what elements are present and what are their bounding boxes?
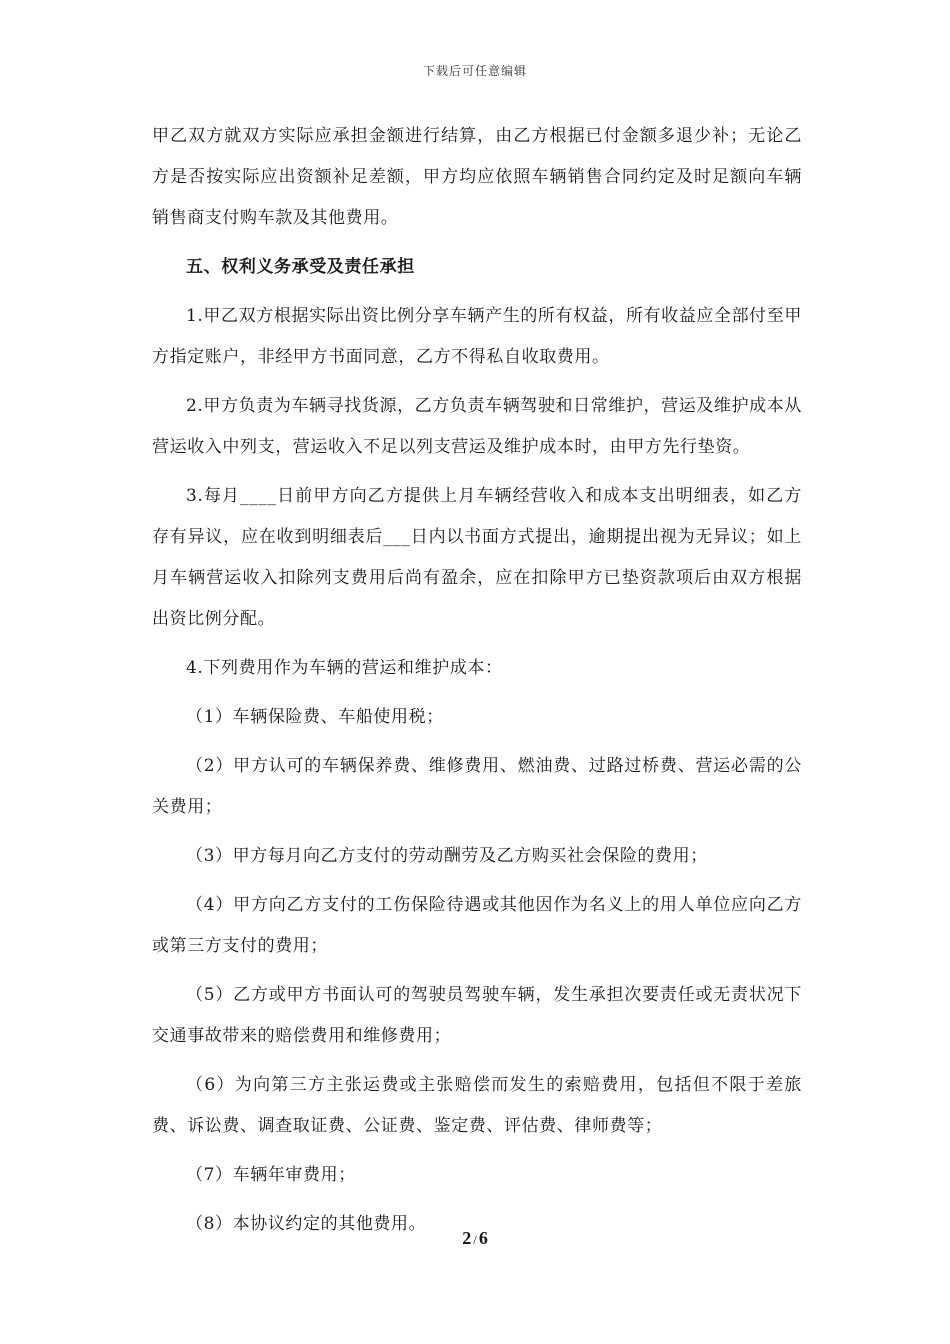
clause-3: 3.每月____日前甲方向乙方提供上月车辆经营收入和成本支出明细表，如乙方存有异议，应在收到明细表后___日内以书面方式提出，逾期提出视为无异议；如上月车辆营运收入扣除列支费用后尚有盈余，应在扣除甲方已垫资款项后由双方根据出资比例分配。 <box>152 486 802 629</box>
total-pages: 6 <box>478 1228 488 1248</box>
cost-item-8: （8）本协议约定的其他费用。 <box>186 1214 427 1234</box>
clause-2: 2.甲方负责为车辆寻找货源，乙方负责车辆驾驶和日常维护，营运及维护成本从营运收入中列支，营运收入不足以列支营运及维护成本时，由甲方先行垫资。 <box>152 396 802 457</box>
cost-item-5: （5）乙方或甲方书面认可的驾驶员驾驶车辆，发生承担次要责任或无责状况下交通事故带来的赔偿费用和维修费用； <box>152 985 802 1046</box>
cost-item-4: （4）甲方向乙方支付的工伤保险待遇或其他因作为名义上的用人单位应向乙方或第三方支付的费用； <box>152 895 802 956</box>
page-separator: / <box>473 1232 477 1247</box>
page-header: 下载后可任意编辑 <box>422 64 527 78</box>
clause-4: 4.下列费用作为车辆的营运和维护成本： <box>186 658 503 678</box>
current-page: 2 <box>462 1228 472 1248</box>
section-heading: 五、权利义务承受及责任承担 <box>186 257 415 277</box>
cost-item-3: （3）甲方每月向乙方支付的劳动酬劳及乙方购买社会保险的费用； <box>186 846 708 866</box>
document-body <box>152 116 802 1253</box>
paragraph-settlement: 甲乙双方就双方实际应承担金额进行结算，由乙方根据已付金额多退少补；无论乙方是否按实际应出资额补足差额，甲方均应依照车辆销售合同约定及时足额向车辆销售商支付购车款及其他费用。 <box>152 126 802 228</box>
clause-1: 1.甲乙双方根据实际出资比例分享车辆产生的所有权益，所有收益应全部付至甲方指定账户，非经甲方书面同意，乙方不得私自收取费用。 <box>152 306 802 367</box>
page-number <box>0 1228 950 1249</box>
cost-item-2: （2）甲方认可的车辆保养费、维修费用、燃油费、过路过桥费、营运必需的公关费用； <box>152 756 802 817</box>
cost-item-7: （7）车辆年审费用； <box>186 1165 356 1185</box>
cost-item-1: （1）车辆保险费、车船使用税； <box>186 707 444 727</box>
cost-item-6: （6）为向第三方主张运费或主张赔偿而发生的索赔费用，包括但不限于差旅费、诉讼费、调查取证费、公证费、鉴定费、评估费、律师费等； <box>152 1075 802 1136</box>
